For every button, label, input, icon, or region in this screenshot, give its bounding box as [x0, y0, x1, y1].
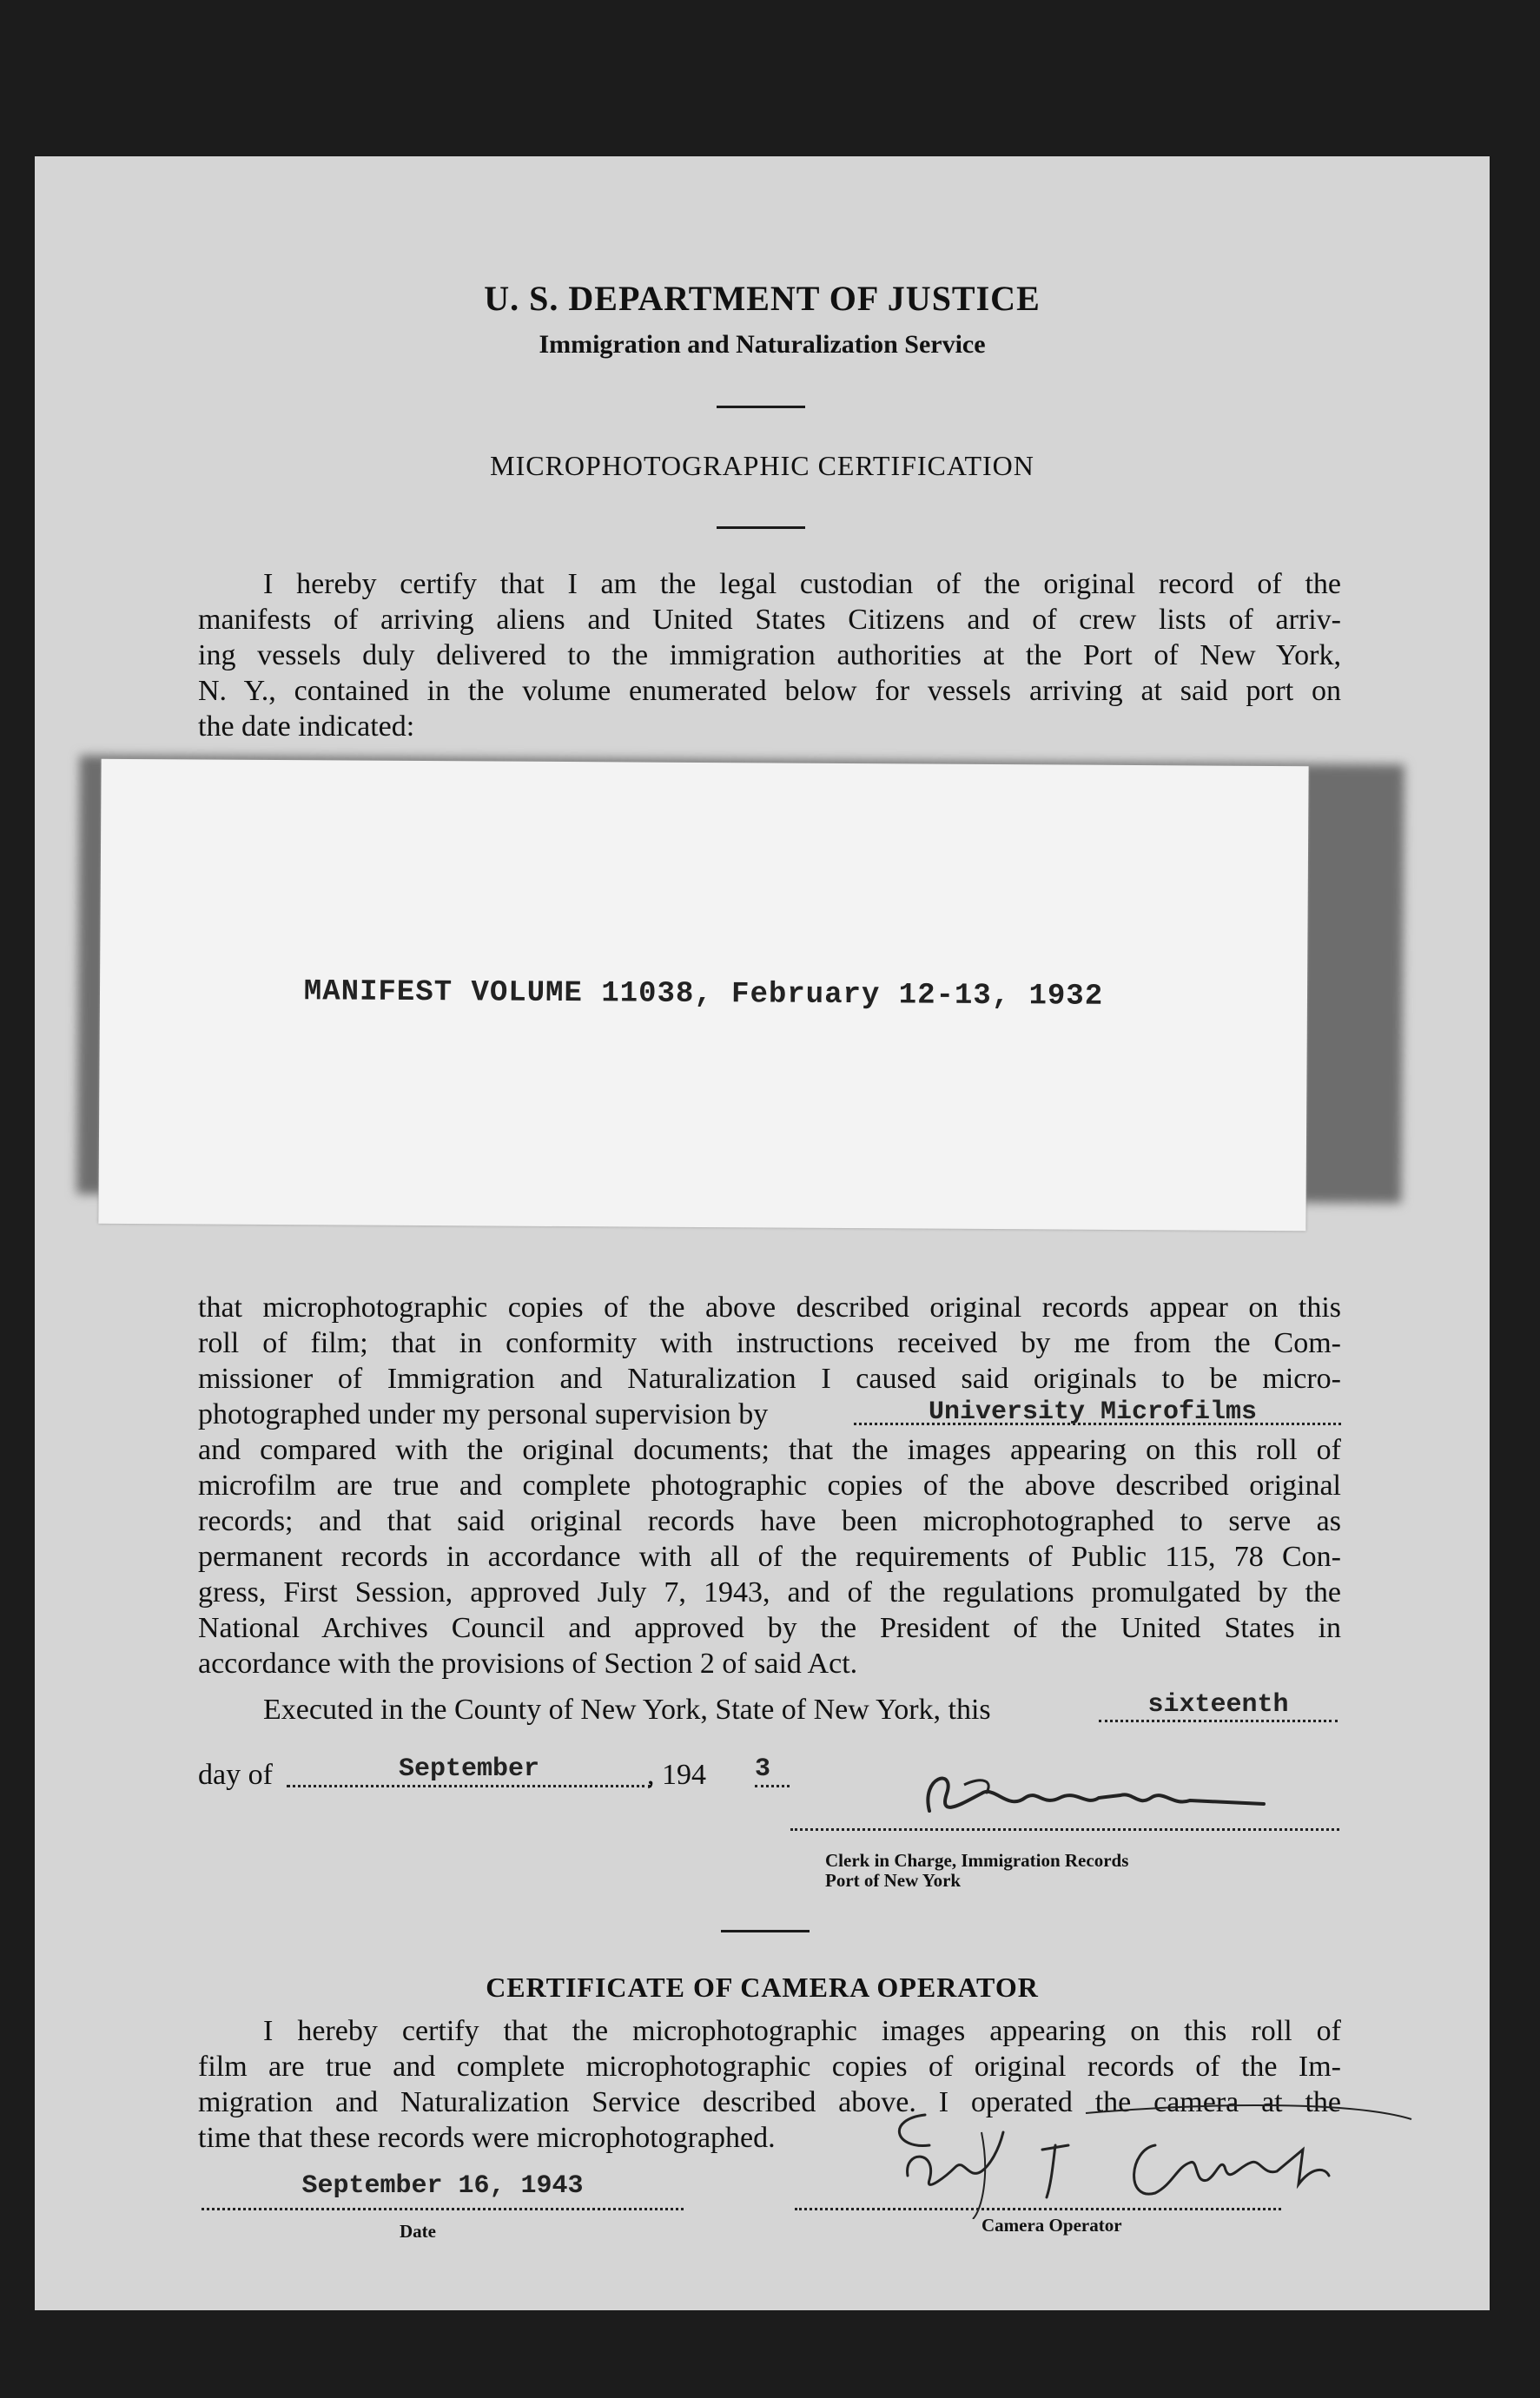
manifest-card [98, 759, 1308, 1231]
year-fill-line [755, 1785, 790, 1787]
body-line: missioner of Immigration and Naturalization I caused said originals to be micro- [198, 1363, 1341, 1395]
body-line: roll of film; that in conformity with instructions received by me from the Com- [198, 1327, 1341, 1359]
clerk-title: Clerk in Charge, Immigration Records [825, 1850, 1129, 1871]
divider [717, 526, 805, 529]
body-line: that microphotographic copies of the above described original records appear on this [198, 1291, 1341, 1324]
intro-line: I hereby certify that I am the legal custodian of the original record of the [263, 568, 1341, 600]
camera-line: film are true and complete microphotographic copies of original records of the Im- [198, 2051, 1341, 2083]
camera-line: I hereby certify that the microphotographic images appearing on this roll of [263, 2015, 1341, 2047]
body-line: and compared with the original documents; that the images appearing on this roll of [198, 1434, 1341, 1466]
divider [721, 1930, 810, 1932]
department-title: U. S. DEPARTMENT OF JUSTICE [484, 279, 1041, 318]
date-fill-line [202, 2208, 684, 2210]
camera-operator-label: Camera Operator [982, 2215, 1122, 2236]
day-of-label: day of [198, 1759, 273, 1791]
supervision-line [198, 1397, 1341, 1432]
body-line: permanent records in accordance with all of the requirements of Public 115, 78 Con- [198, 1541, 1341, 1573]
clerk-signature [912, 1759, 1294, 1828]
operator-signature [869, 2097, 1424, 2219]
clerk-location: Port of New York [825, 1870, 962, 1891]
camera-line: time that these records were microphotographed. [198, 2122, 776, 2154]
body-line: microfilm are true and complete photographic copies of the above described original [198, 1470, 1341, 1502]
intro-line: N. Y., contained in the volume enumerated below for vessels arriving at said port on [198, 675, 1341, 707]
camera-certificate-heading: CERTIFICATE OF CAMERA OPERATOR [486, 1972, 1039, 2003]
intro-line: manifests of arriving aliens and United States Citizens and of crew lists of arriv- [198, 604, 1341, 636]
certification-title: MICROPHOTOGRAPHIC CERTIFICATION [490, 450, 1034, 481]
month-fill-line [287, 1785, 651, 1787]
camera-line: migration and Naturalization Service described above. I operated the camera at the [198, 2086, 1341, 2118]
execution-prefix: Executed in the County of New York, State of New York, this [263, 1694, 991, 1726]
month-value: September [398, 1754, 540, 1784]
divider [717, 406, 805, 408]
supervision-prefix: photographed under my personal supervision by [198, 1398, 769, 1430]
service-subtitle: Immigration and Naturalization Service [539, 330, 986, 359]
body-paragraph [198, 1290, 1341, 1681]
day-fill-line [1099, 1720, 1338, 1722]
year-digit: 3 [755, 1754, 771, 1784]
intro-line: the date indicated: [198, 710, 415, 743]
intro-line: ing vessels duly delivered to the immigration authorities at the Port of New York, [198, 639, 1341, 671]
intro-paragraph [198, 566, 1341, 744]
camera-date-value: September 16, 1943 [301, 2171, 584, 2201]
day-value: sixteenth [1147, 1690, 1289, 1720]
certificate-page [35, 156, 1490, 2310]
year-prefix: , 194 [647, 1759, 706, 1791]
body-line: National Archives Council and approved by the President of the United States in [198, 1612, 1341, 1644]
microfilmer-value: University Microfilms [928, 1397, 1258, 1427]
manifest-volume-text: MANIFEST VOLUME 11038, February 12-13, 1932 [303, 975, 1104, 1014]
clerk-signature-line [790, 1828, 1339, 1831]
operator-signature-line [795, 2208, 1281, 2210]
body-line: records; and that said original records have been microphotographed to serve as [198, 1505, 1341, 1537]
body-line: accordance with the provisions of Section 2 of said Act. [198, 1648, 858, 1680]
camera-date-label: Date [400, 2221, 436, 2242]
body-line: gress, First Session, approved July 7, 1943, and of the regulations promulgated by the [198, 1576, 1341, 1609]
